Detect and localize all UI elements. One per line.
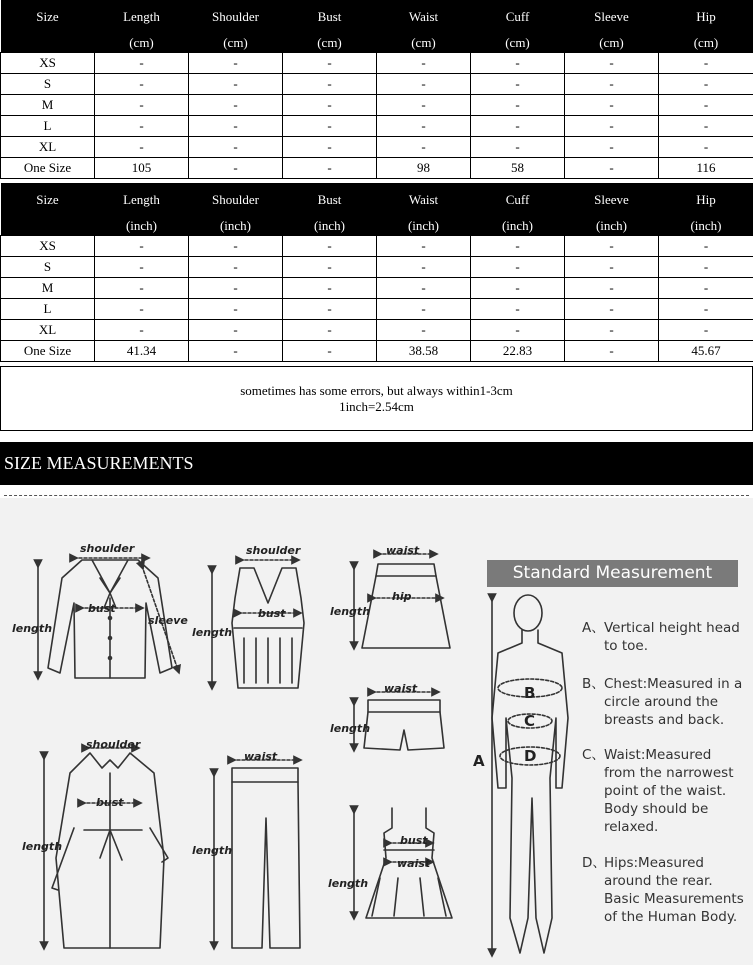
value-cell: - xyxy=(659,236,753,257)
column-header-unit: (cm) xyxy=(599,35,624,50)
value-cell: - xyxy=(283,74,377,95)
value-cell: - xyxy=(189,137,283,158)
value-cell: - xyxy=(565,320,659,341)
column-header-unit: (inch) xyxy=(219,218,252,233)
value-cell: - xyxy=(659,74,753,95)
value-cell: - xyxy=(471,74,565,95)
table-row xyxy=(1,236,753,257)
value-cell: - xyxy=(565,74,659,95)
measurement-text: Vertical height head to toe. xyxy=(604,620,740,654)
value-cell: - xyxy=(283,278,377,299)
waist-label: waist xyxy=(386,544,420,557)
value-cell: 116 xyxy=(659,158,753,179)
column-header xyxy=(565,0,659,53)
column-header xyxy=(471,183,565,236)
tank-top-drawing xyxy=(212,560,304,688)
column-header xyxy=(283,183,377,236)
sleeve-label: sleeve xyxy=(148,614,188,627)
length-label: length xyxy=(192,844,233,857)
size-table-cm xyxy=(0,0,753,179)
value-cell: - xyxy=(189,320,283,341)
value-cell: - xyxy=(95,95,189,116)
measurement-a xyxy=(582,619,747,655)
value-cell: - xyxy=(283,299,377,320)
column-header-unit: (cm) xyxy=(505,35,530,50)
column-header-label: Size xyxy=(36,192,59,207)
measurement-letter: B、 xyxy=(582,676,605,692)
value-cell: - xyxy=(471,257,565,278)
value-cell: 45.67 xyxy=(659,341,753,362)
value-cell: - xyxy=(377,320,471,341)
measurement-letter: D、 xyxy=(582,855,606,871)
column-header-label: Length xyxy=(123,192,160,207)
measurement-text: Waist:Measured from the narrowest point of the waist. Body should be relaxed. xyxy=(604,747,734,835)
value-cell: - xyxy=(565,116,659,137)
length-label: length xyxy=(22,840,63,853)
bust-label: bust xyxy=(258,607,286,620)
column-header-label: Bust xyxy=(317,9,342,24)
value-cell: 38.58 xyxy=(377,341,471,362)
size-cell: M xyxy=(1,278,95,299)
column-header xyxy=(283,0,377,53)
length-label: length xyxy=(192,626,233,639)
column-header xyxy=(189,0,283,53)
measurement-illustration xyxy=(0,498,753,965)
length-label: length xyxy=(330,722,371,735)
size-cell: One Size xyxy=(1,341,95,362)
value-cell: - xyxy=(377,95,471,116)
column-header-unit: (cm) xyxy=(411,35,436,50)
size-cell: XS xyxy=(1,236,95,257)
value-cell: - xyxy=(189,95,283,116)
shoulder-label: shoulder xyxy=(246,544,301,557)
value-cell: - xyxy=(189,278,283,299)
column-header-unit: (cm) xyxy=(317,35,342,50)
bust-label: bust xyxy=(96,796,124,809)
value-cell: - xyxy=(659,116,753,137)
figure-label-c: C xyxy=(524,712,536,730)
value-cell: - xyxy=(95,53,189,74)
human-figure-drawing xyxy=(492,595,568,953)
column-header-unit: (inch) xyxy=(501,218,534,233)
size-measurements-banner xyxy=(0,442,753,485)
waist-label: waist xyxy=(384,682,418,695)
column-header-label: Shoulder xyxy=(212,9,259,24)
dashed-divider xyxy=(4,495,749,496)
column-header xyxy=(1,183,95,236)
table-row xyxy=(1,341,753,362)
column-header-label: Waist xyxy=(408,9,439,24)
table-row xyxy=(1,116,753,137)
measurement-letter: A、 xyxy=(582,620,605,636)
value-cell: - xyxy=(95,74,189,95)
measurement-note xyxy=(0,366,753,431)
value-cell: - xyxy=(659,95,753,116)
value-cell: - xyxy=(377,137,471,158)
value-cell: - xyxy=(377,257,471,278)
value-cell: - xyxy=(283,341,377,362)
hip-label: hip xyxy=(392,590,412,603)
measurement-b xyxy=(582,675,747,729)
column-header-label: Shoulder xyxy=(212,192,259,207)
column-header-label: Hip xyxy=(696,9,716,24)
shoulder-label: shoulder xyxy=(80,542,135,555)
value-cell: - xyxy=(95,278,189,299)
size-cell: XL xyxy=(1,137,95,158)
value-cell: - xyxy=(565,236,659,257)
column-header xyxy=(659,183,753,236)
column-header xyxy=(659,0,753,53)
value-cell: - xyxy=(95,236,189,257)
value-cell: - xyxy=(283,236,377,257)
value-cell: - xyxy=(471,116,565,137)
value-cell: - xyxy=(189,74,283,95)
value-cell: - xyxy=(377,74,471,95)
value-cell: - xyxy=(95,299,189,320)
value-cell: - xyxy=(283,137,377,158)
table-row xyxy=(1,137,753,158)
value-cell: - xyxy=(471,95,565,116)
table-row xyxy=(1,320,753,341)
length-label: length xyxy=(328,877,369,890)
value-cell: - xyxy=(565,137,659,158)
column-header-label: Size xyxy=(36,9,59,24)
table-row xyxy=(1,74,753,95)
waist-label: waist xyxy=(244,750,278,763)
column-header-unit: (inch) xyxy=(407,218,440,233)
table-row xyxy=(1,278,753,299)
value-cell: - xyxy=(471,137,565,158)
measurement-text: Chest:Measured in a circle around the breasts and back. xyxy=(604,676,743,728)
value-cell: - xyxy=(471,236,565,257)
figure-label-b: B xyxy=(524,684,536,702)
column-header-label: Cuff xyxy=(505,192,530,207)
value-cell: - xyxy=(283,95,377,116)
value-cell: - xyxy=(189,53,283,74)
size-cell: L xyxy=(1,299,95,320)
value-cell: 105 xyxy=(95,158,189,179)
column-header-unit: (inch) xyxy=(125,218,158,233)
value-cell: - xyxy=(95,137,189,158)
table-row xyxy=(1,53,753,74)
size-cell: L xyxy=(1,116,95,137)
table-row xyxy=(1,257,753,278)
value-cell: 58 xyxy=(471,158,565,179)
size-cell: S xyxy=(1,257,95,278)
column-header-unit: (inch) xyxy=(313,218,346,233)
column-header-label: Hip xyxy=(696,192,716,207)
banner-title: SIZE MEASUREMENTS xyxy=(4,453,194,473)
size-cell: XS xyxy=(1,53,95,74)
column-header-label: Sleeve xyxy=(594,9,629,24)
value-cell: - xyxy=(659,53,753,74)
value-cell: - xyxy=(471,320,565,341)
column-header-label: Bust xyxy=(317,192,342,207)
column-header-label: Length xyxy=(123,9,160,24)
table-row xyxy=(1,95,753,116)
measurement-c xyxy=(582,746,742,836)
column-header-unit: (cm) xyxy=(693,35,719,50)
column-header xyxy=(95,0,189,53)
column-header-unit: (inch) xyxy=(690,218,722,233)
measurement-text: Hips:Measured around the rear. Basic Measurements of the Human Body. xyxy=(604,855,744,925)
column-header-unit: (cm) xyxy=(223,35,248,50)
column-header-label: Waist xyxy=(408,192,439,207)
value-cell: - xyxy=(471,53,565,74)
column-header xyxy=(471,0,565,53)
value-cell: - xyxy=(189,257,283,278)
value-cell: 98 xyxy=(377,158,471,179)
value-cell: - xyxy=(565,257,659,278)
shorts-drawing xyxy=(354,692,444,750)
value-cell: - xyxy=(189,341,283,362)
value-cell: - xyxy=(565,53,659,74)
value-cell: - xyxy=(659,278,753,299)
note-conversion-text: 1inch=2.54cm xyxy=(339,399,414,414)
value-cell: - xyxy=(377,278,471,299)
value-cell: - xyxy=(189,158,283,179)
column-header xyxy=(95,183,189,236)
value-cell: - xyxy=(565,341,659,362)
value-cell: - xyxy=(95,116,189,137)
value-cell: - xyxy=(471,278,565,299)
value-cell: - xyxy=(659,257,753,278)
bust-label: bust xyxy=(88,602,116,615)
value-cell: 41.34 xyxy=(95,341,189,362)
value-cell: - xyxy=(189,299,283,320)
value-cell: - xyxy=(95,257,189,278)
value-cell: - xyxy=(377,236,471,257)
value-cell: - xyxy=(377,116,471,137)
value-cell: - xyxy=(283,257,377,278)
bust-label: bust xyxy=(400,834,428,847)
table-header-row xyxy=(1,183,753,236)
waist-label: waist xyxy=(397,857,431,870)
value-cell: - xyxy=(377,53,471,74)
size-cell: XL xyxy=(1,320,95,341)
coat-drawing xyxy=(44,748,168,948)
figure-label-d: D xyxy=(524,747,537,765)
size-table-inch xyxy=(0,183,753,362)
measurement-d xyxy=(582,854,750,926)
length-label: length xyxy=(330,605,371,618)
size-cell: One Size xyxy=(1,158,95,179)
value-cell: - xyxy=(659,137,753,158)
column-header xyxy=(189,183,283,236)
column-header xyxy=(377,0,471,53)
shoulder-label: shoulder xyxy=(86,738,141,751)
length-label: length xyxy=(12,622,53,635)
value-cell: - xyxy=(659,299,753,320)
value-cell: - xyxy=(565,158,659,179)
value-cell: - xyxy=(377,299,471,320)
column-header-label: Sleeve xyxy=(594,192,629,207)
value-cell: - xyxy=(471,299,565,320)
column-header-unit: (cm) xyxy=(129,35,154,50)
table-row xyxy=(1,158,753,179)
note-error-text: sometimes has some errors, but always within1-3cm xyxy=(240,383,513,398)
value-cell: - xyxy=(659,320,753,341)
value-cell: - xyxy=(283,320,377,341)
value-cell: - xyxy=(189,236,283,257)
column-header xyxy=(565,183,659,236)
value-cell: - xyxy=(95,320,189,341)
value-cell: - xyxy=(565,299,659,320)
value-cell: - xyxy=(283,158,377,179)
size-cell: M xyxy=(1,95,95,116)
column-header-unit: (inch) xyxy=(595,218,628,233)
column-header xyxy=(377,183,471,236)
table-header-row xyxy=(1,0,753,53)
value-cell: 22.83 xyxy=(471,341,565,362)
measurement-letter: C、 xyxy=(582,747,605,763)
size-cell: S xyxy=(1,74,95,95)
value-cell: - xyxy=(565,278,659,299)
figure-label-a: A xyxy=(473,752,485,770)
standard-measurement-title: Standard Measurement xyxy=(487,560,738,587)
value-cell: - xyxy=(189,116,283,137)
value-cell: - xyxy=(565,95,659,116)
column-header-label: Cuff xyxy=(505,9,530,24)
value-cell: - xyxy=(283,116,377,137)
column-header xyxy=(1,0,95,53)
table-row xyxy=(1,299,753,320)
value-cell: - xyxy=(283,53,377,74)
